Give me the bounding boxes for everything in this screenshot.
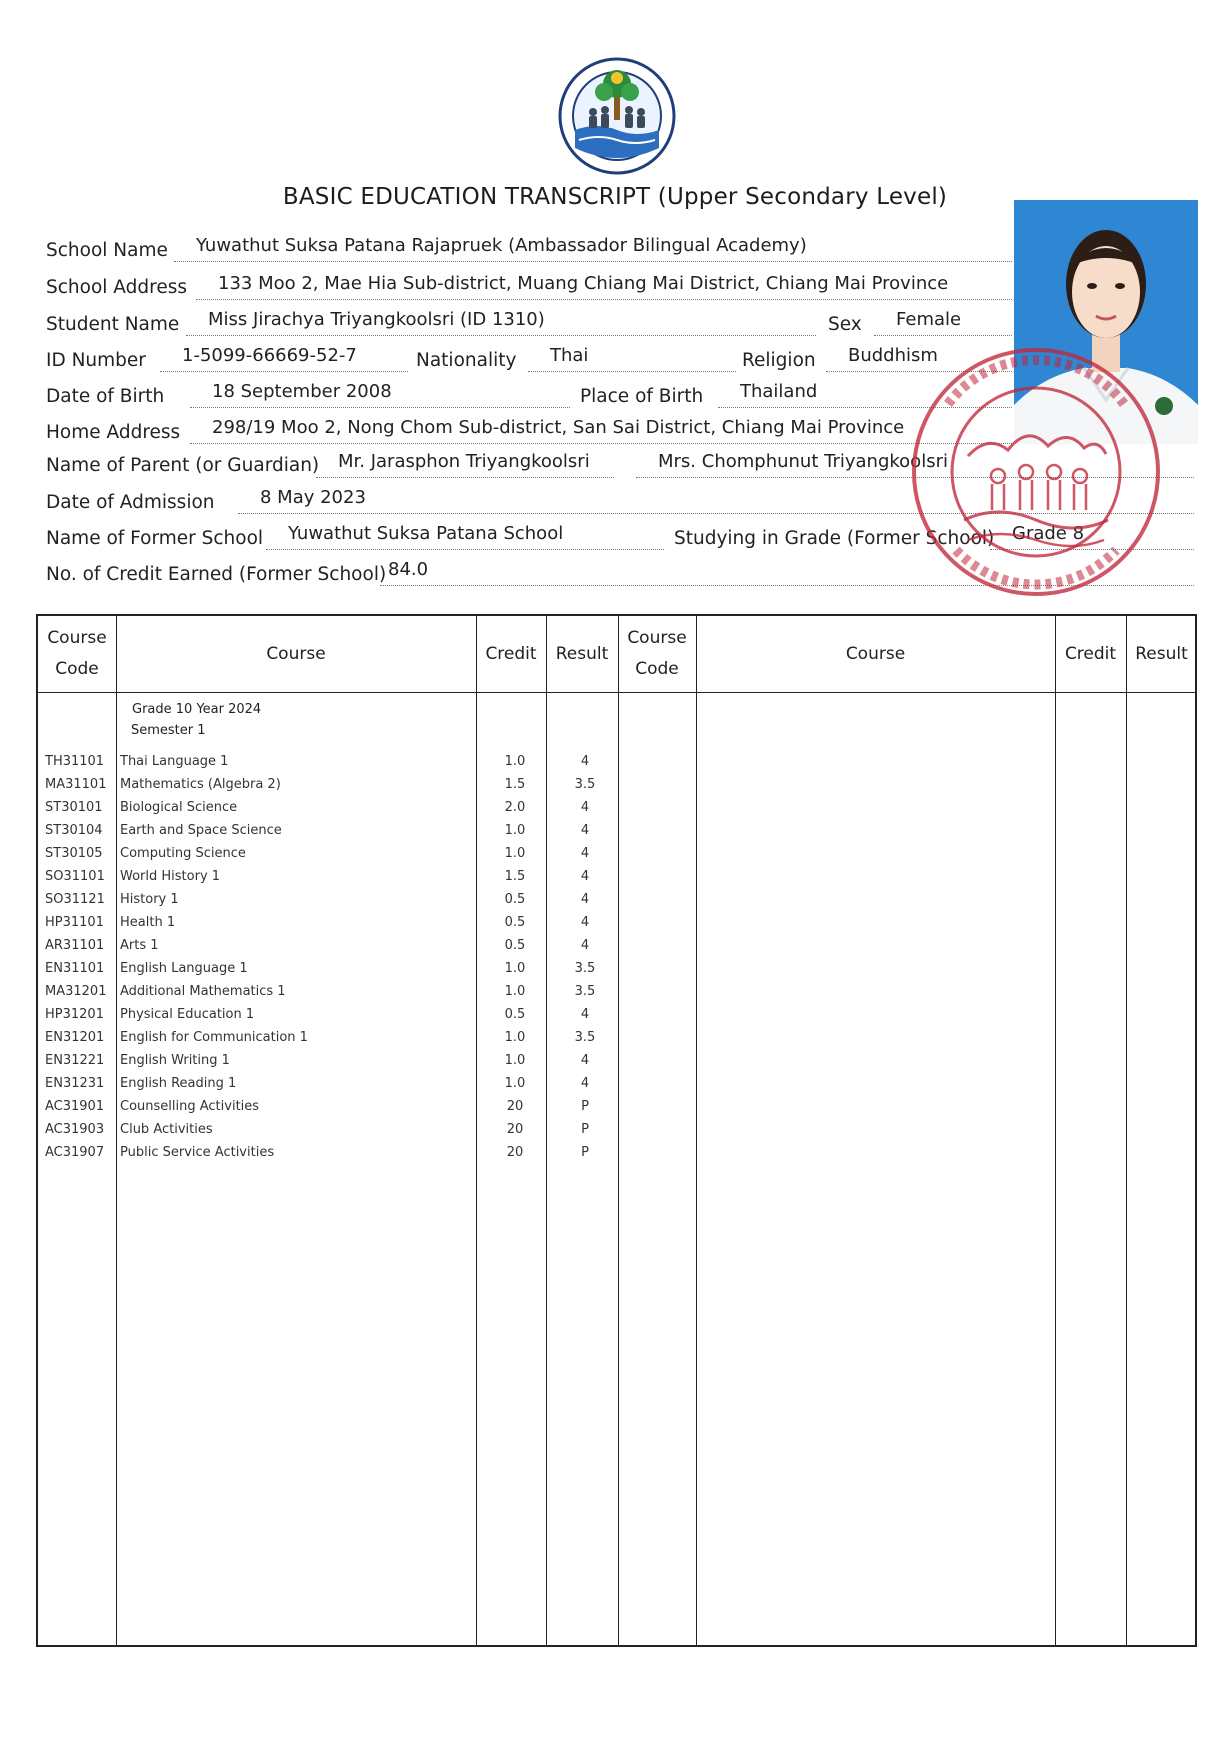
course-name-cell: Additional Mathematics 1 — [120, 984, 286, 999]
table-row — [38, 754, 618, 777]
course-name-cell: Health 1 — [120, 915, 176, 930]
header-course-right: Course — [845, 643, 906, 664]
page-title: BASIC EDUCATION TRANSCRIPT (Upper Secondary Level) — [282, 184, 948, 210]
result-cell: 3.5 — [574, 961, 596, 976]
table-row — [38, 823, 618, 846]
course-name-cell: History 1 — [120, 892, 179, 907]
course-code-cell: MA31201 — [45, 984, 107, 999]
table-row — [38, 984, 618, 1007]
table-row — [38, 1030, 618, 1053]
table-row — [38, 1099, 618, 1122]
credits-value: 84.0 — [380, 558, 1194, 586]
course-name-cell: Counselling Activities — [120, 1099, 260, 1114]
result-cell: 4 — [580, 823, 590, 838]
admission-value: 8 May 2023 — [238, 486, 1194, 514]
credit-cell: 1.5 — [504, 777, 526, 792]
result-cell: 4 — [580, 754, 590, 769]
credit-cell: 1.0 — [504, 1076, 526, 1091]
header-credit-left: Credit — [485, 643, 537, 664]
header-course-code-left: Course Code — [47, 628, 107, 679]
sex-value: Female — [874, 308, 1012, 336]
result-cell: 4 — [580, 938, 590, 953]
column-divider — [1126, 616, 1127, 1645]
dob-label: Date of Birth — [46, 386, 165, 407]
header-credit-right: Credit — [1064, 643, 1117, 664]
course-code-cell: TH31101 — [45, 754, 105, 769]
table-row — [38, 961, 618, 984]
pob-label: Place of Birth — [580, 386, 704, 407]
credit-cell: 1.0 — [504, 823, 526, 838]
course-code-cell: AC31907 — [45, 1145, 105, 1160]
course-code-cell: ST30105 — [45, 846, 103, 861]
result-cell: P — [581, 1099, 589, 1114]
result-cell: 3.5 — [574, 984, 596, 999]
student-name-value: Miss Jirachya Triyangkoolsri (ID 1310) — [186, 308, 816, 336]
school-name-value: Yuwathut Suksa Patana Rajapruek (Ambassador Bilingual Academy) — [174, 234, 1012, 262]
header-result-left: Result — [555, 643, 609, 664]
header-course-code-right: Course Code — [627, 628, 687, 679]
course-code-cell: EN31221 — [45, 1053, 105, 1068]
credit-cell: 1.5 — [504, 869, 526, 884]
parent-mother-value: Mrs. Chomphunut Triyangkoolsri — [636, 450, 1194, 478]
credit-cell: 1.0 — [504, 961, 526, 976]
parent-label: Name of Parent (or Guardian) — [46, 455, 320, 476]
id-number-label: ID Number — [46, 350, 146, 371]
sex-label: Sex — [828, 314, 862, 335]
course-code-cell: EN31101 — [45, 961, 105, 976]
credit-cell: 20 — [506, 1099, 524, 1114]
column-divider — [696, 616, 697, 1645]
table-row — [38, 1145, 618, 1168]
result-cell: 4 — [580, 800, 590, 815]
course-name-cell: Earth and Space Science — [120, 823, 282, 838]
credit-cell: 20 — [506, 1145, 524, 1160]
course-table — [36, 614, 1197, 1647]
column-divider — [1055, 616, 1056, 1645]
header-result-right: Result — [1135, 643, 1188, 664]
course-name-cell: Computing Science — [120, 846, 246, 861]
table-row — [38, 1007, 618, 1030]
credit-cell: 20 — [506, 1122, 524, 1137]
header-course-left: Course — [266, 643, 326, 664]
result-cell: 4 — [580, 869, 590, 884]
student-name-label: Student Name — [46, 314, 180, 335]
home-address-value: 298/19 Moo 2, Nong Chom Sub-district, San Sai District, Chiang Mai Province — [190, 416, 1012, 444]
credit-cell: 0.5 — [504, 892, 526, 907]
result-cell: 4 — [580, 1076, 590, 1091]
school-address-value: 133 Moo 2, Mae Hia Sub-district, Muang Chiang Mai District, Chiang Mai Province — [196, 272, 1012, 300]
course-name-cell: English Reading 1 — [120, 1076, 237, 1091]
religion-value: Buddhism — [826, 344, 1012, 372]
credit-cell: 1.0 — [504, 1053, 526, 1068]
id-number-value: 1-5099-66669-52-7 — [160, 344, 408, 372]
result-cell: 4 — [580, 1053, 590, 1068]
student-photo — [1014, 200, 1198, 444]
credits-label: No. of Credit Earned (Former School) — [46, 564, 387, 585]
result-cell: 4 — [580, 892, 590, 907]
former-grade-label: Studying in Grade (Former School) — [674, 528, 995, 549]
credit-cell: 1.0 — [504, 846, 526, 861]
credit-cell: 2.0 — [504, 800, 526, 815]
grade-year-heading: Grade 10 Year 2024 — [132, 702, 262, 717]
table-row — [38, 1076, 618, 1099]
course-code-cell: HP31101 — [45, 915, 104, 930]
course-code-cell: EN31201 — [45, 1030, 105, 1045]
religion-label: Religion — [742, 350, 816, 371]
credit-cell: 1.0 — [504, 984, 526, 999]
dob-value: 18 September 2008 — [190, 380, 570, 408]
parent-father-value: Mr. Jarasphon Triyangkoolsri — [316, 450, 614, 478]
table-row — [38, 892, 618, 915]
table-row — [38, 869, 618, 892]
former-grade-value: Grade 8 — [990, 522, 1194, 550]
course-code-cell: HP31201 — [45, 1007, 104, 1022]
course-name-cell: Public Service Activities — [120, 1145, 275, 1160]
nationality-value: Thai — [528, 344, 736, 372]
course-code-cell: ST30104 — [45, 823, 103, 838]
table-row — [38, 800, 618, 823]
credit-cell: 1.0 — [504, 1030, 526, 1045]
course-name-cell: English Writing 1 — [120, 1053, 230, 1068]
result-cell: 4 — [580, 846, 590, 861]
course-name-cell: Thai Language 1 — [120, 754, 229, 769]
table-row — [38, 777, 618, 800]
course-name-cell: Physical Education 1 — [120, 1007, 255, 1022]
table-row — [38, 1122, 618, 1145]
result-cell: P — [581, 1145, 589, 1160]
semester-heading: Semester 1 — [131, 723, 206, 738]
credit-cell: 1.0 — [504, 754, 526, 769]
table-row — [38, 938, 618, 961]
course-code-cell: ST30101 — [45, 800, 103, 815]
course-code-cell: AR31101 — [45, 938, 105, 953]
course-name-cell: Mathematics (Algebra 2) — [120, 777, 281, 792]
course-code-cell: MA31101 — [45, 777, 107, 792]
table-row — [38, 846, 618, 869]
table-row — [38, 1053, 618, 1076]
course-name-cell: Club Activities — [120, 1122, 213, 1137]
header-divider — [38, 692, 1195, 693]
column-divider — [618, 616, 619, 1645]
course-name-cell: English for Communication 1 — [120, 1030, 308, 1045]
credit-cell: 0.5 — [504, 1007, 526, 1022]
school-address-label: School Address — [46, 277, 187, 298]
former-school-label: Name of Former School — [46, 528, 264, 549]
course-code-cell: AC31903 — [45, 1122, 105, 1137]
former-school-value: Yuwathut Suksa Patana School — [266, 522, 664, 550]
course-code-cell: EN31231 — [45, 1076, 105, 1091]
result-cell: P — [581, 1122, 589, 1137]
course-code-cell: SO31121 — [45, 892, 105, 907]
result-cell: 3.5 — [574, 777, 596, 792]
school-seal-logo — [557, 56, 677, 176]
course-name-cell: Arts 1 — [120, 938, 159, 953]
result-cell: 4 — [580, 915, 590, 930]
home-address-label: Home Address — [46, 422, 181, 443]
credit-cell: 0.5 — [504, 938, 526, 953]
nationality-label: Nationality — [416, 350, 517, 371]
course-name-cell: Biological Science — [120, 800, 238, 815]
admission-label: Date of Admission — [46, 492, 215, 513]
course-name-cell: World History 1 — [120, 869, 221, 884]
credit-cell: 0.5 — [504, 915, 526, 930]
school-name-label: School Name — [46, 240, 168, 261]
course-name-cell: English Language 1 — [120, 961, 248, 976]
course-code-cell: SO31101 — [45, 869, 105, 884]
table-row — [38, 915, 618, 938]
result-cell: 3.5 — [574, 1030, 596, 1045]
pob-value: Thailand — [718, 380, 1012, 408]
result-cell: 4 — [580, 1007, 590, 1022]
course-code-cell: AC31901 — [45, 1099, 105, 1114]
